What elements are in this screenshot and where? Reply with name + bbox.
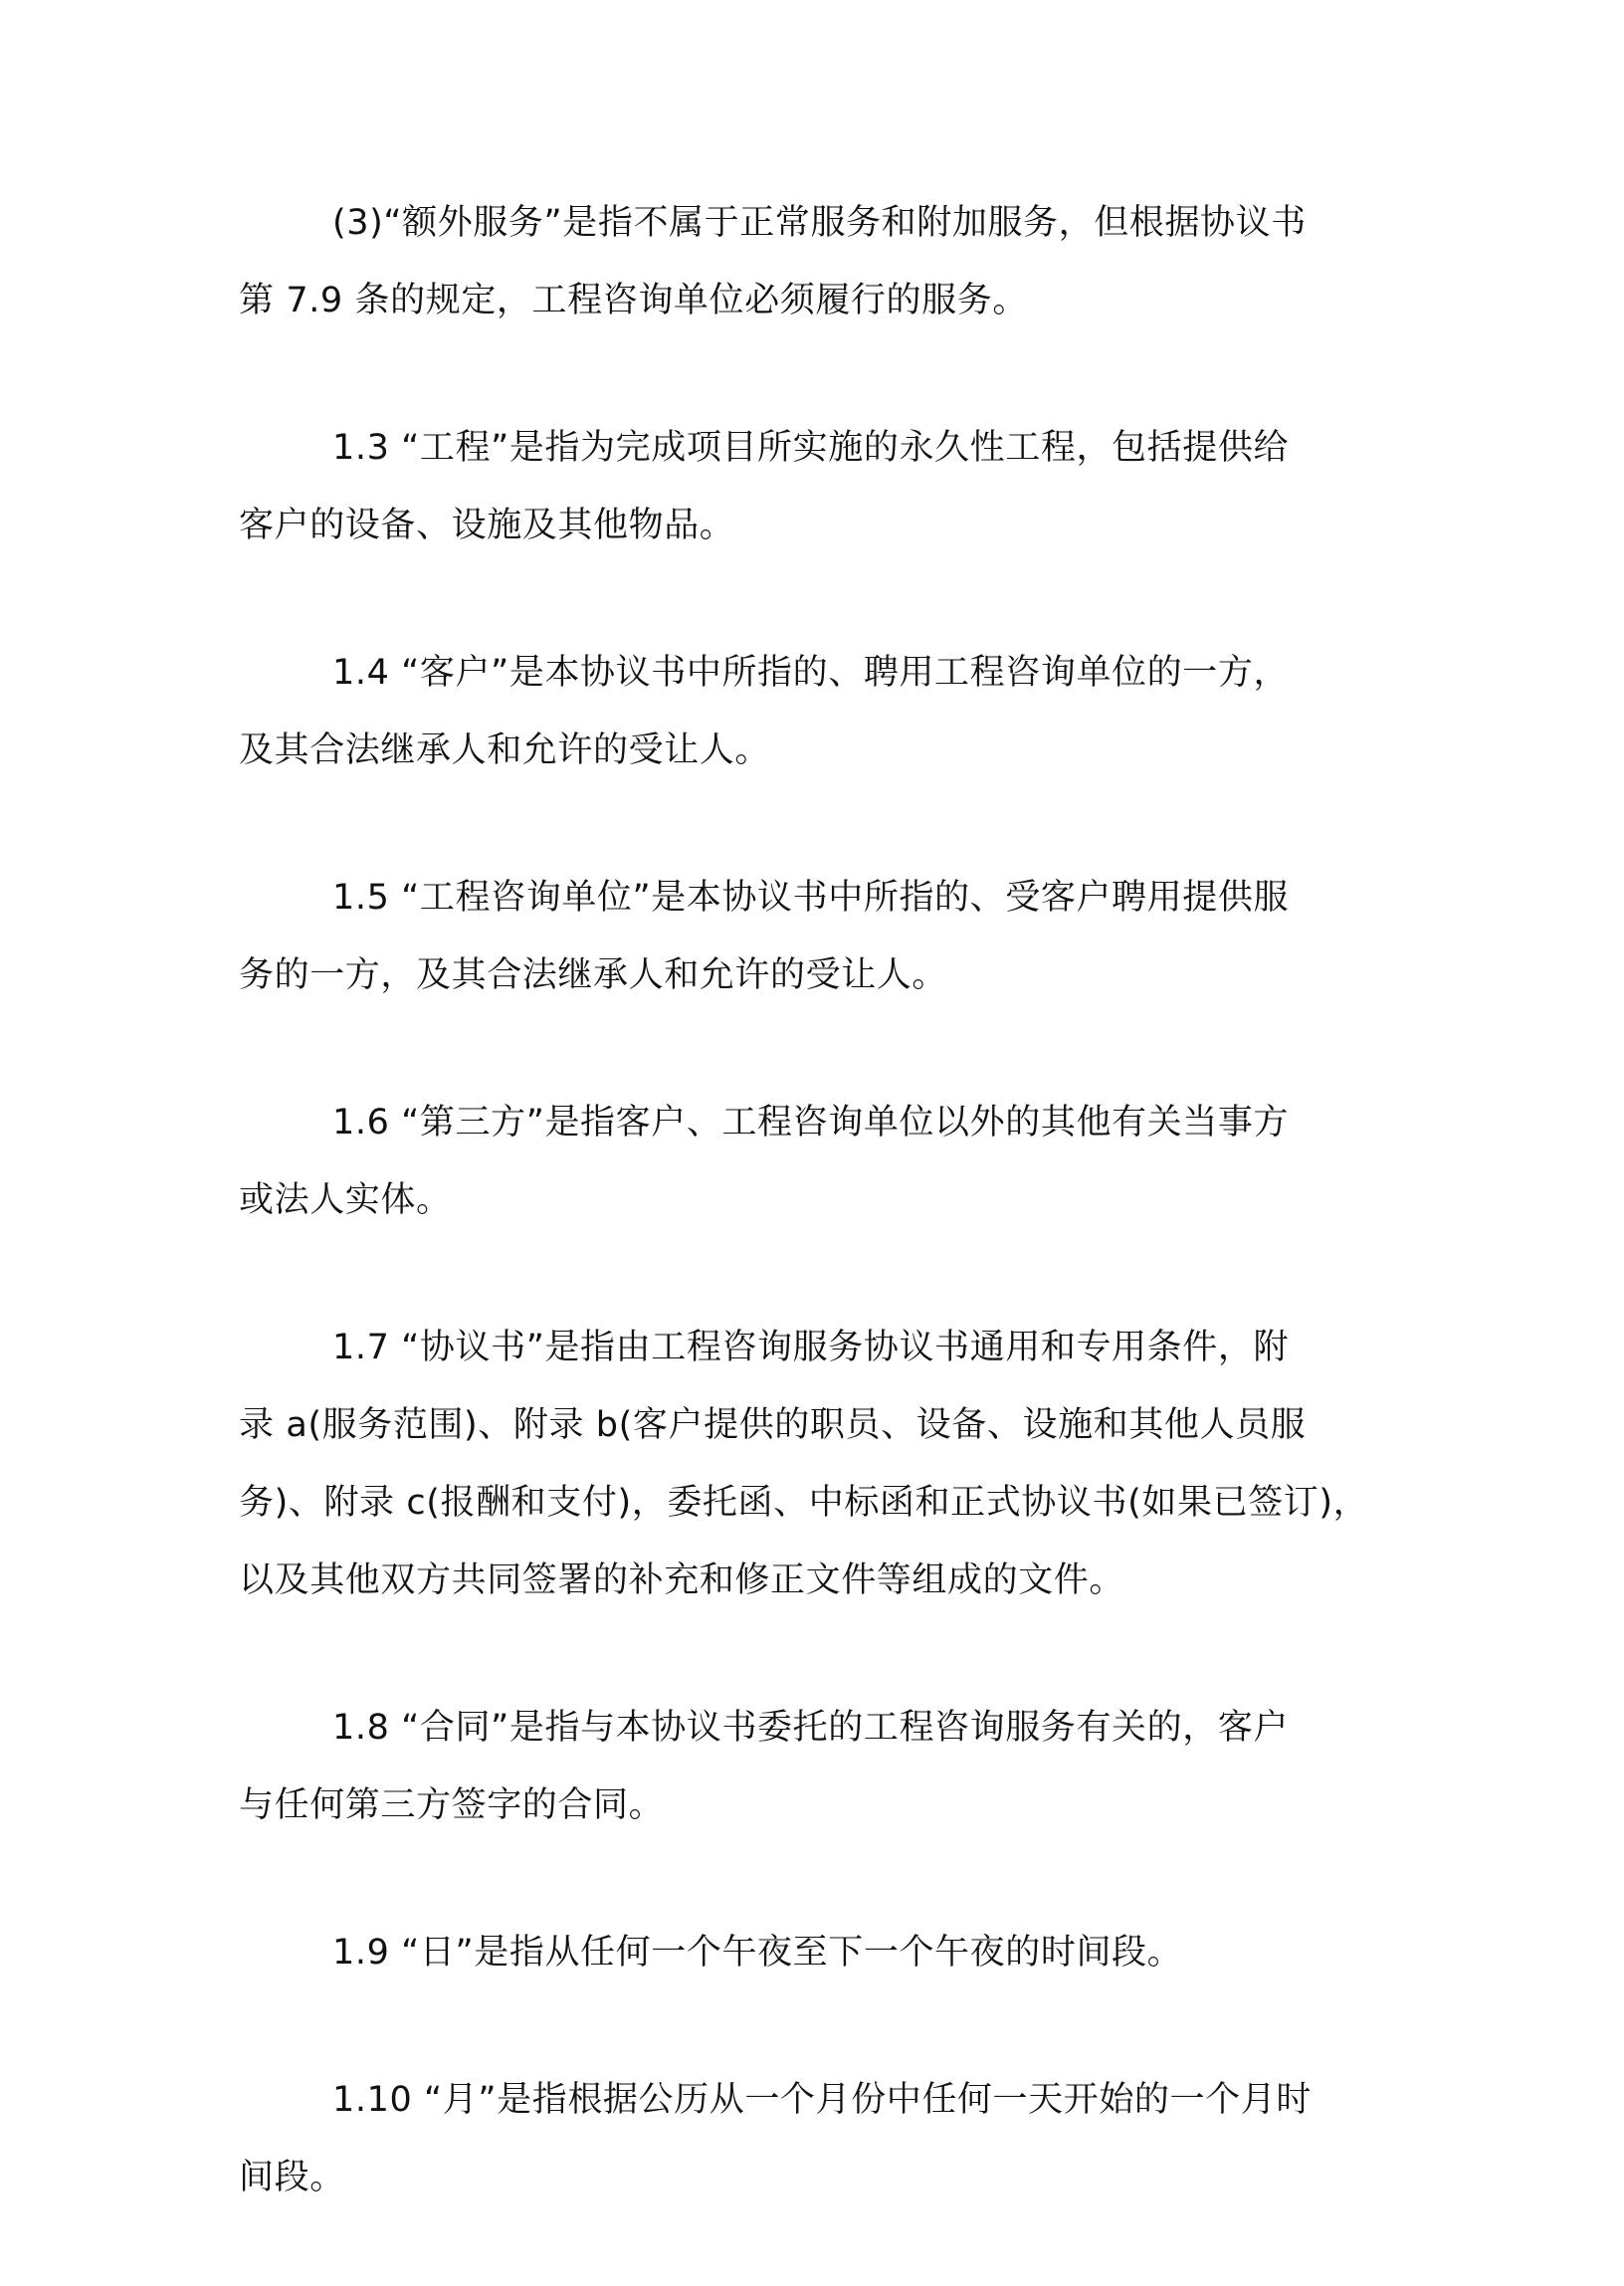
paragraph-line: 录 a(服务范围)、附录 b(客户提供的职员、设备、设施和其他人员服: [239, 1405, 1307, 1445]
document-body: [239, 184, 1393, 2286]
paragraph-line: 务)、附录 c(报酬和支付)，委托函、中标函和正式协议书(如果已签订)，: [239, 1483, 1369, 1523]
paragraph-line: 与任何第三方签字的合同。: [239, 1785, 665, 1825]
paragraph-1-4-client: [239, 634, 1393, 789]
paragraph-1-5-consultant: [239, 859, 1393, 1014]
paragraph-1-6-third-party: [239, 1084, 1393, 1239]
paragraph-line: 或法人实体。: [239, 1180, 452, 1220]
paragraph-line: 1.7 “协议书”是指由工程咨询服务协议书通用和专用条件，附: [332, 1328, 1290, 1367]
paragraph-line: 1.9 “日”是指从任何一个午夜至下一个午夜的时间段。: [332, 1933, 1183, 1973]
paragraph-1-8-contract: [239, 1689, 1393, 1844]
paragraph-extra-services: [239, 184, 1393, 339]
paragraph-line: 1.10 “月”是指根据公历从一个月份中任何一天开始的一个月时: [332, 2080, 1312, 2120]
paragraph-line: 间段。: [239, 2158, 345, 2197]
paragraph-1-10-month: [239, 2061, 1393, 2216]
paragraph-line: 务的一方，及其合法继承人和允许的受让人。: [239, 955, 948, 995]
paragraph-1-3-works: [239, 409, 1393, 564]
paragraph-1-7-agreement: [239, 1309, 1393, 1619]
paragraph-line: 1.4 “客户”是本协议书中所指的、聘用工程咨询单位的一方，: [332, 653, 1290, 693]
paragraph-line: 第 7.9 条的规定，工程咨询单位必须履行的服务。: [239, 281, 1028, 320]
paragraph-line: 及其合法继承人和允许的受让人。: [239, 730, 771, 770]
paragraph-1-9-day: [239, 1914, 1393, 1991]
paragraph-line: 客户的设备、设施及其他物品。: [239, 506, 735, 545]
paragraph-line: 以及其他双方共同签署的补充和修正文件等组成的文件。: [239, 1560, 1125, 1600]
paragraph-line: 1.6 “第三方”是指客户、工程咨询单位以外的其他有关当事方: [332, 1103, 1290, 1143]
paragraph-line: (3)“额外服务”是指不属于正常服务和附加服务，但根据协议书: [332, 203, 1307, 243]
paragraph-line: 1.5 “工程咨询单位”是本协议书中所指的、受客户聘用提供服: [332, 878, 1290, 918]
paragraph-line: 1.3 “工程”是指为完成项目所实施的永久性工程，包括提供给: [332, 428, 1290, 468]
paragraph-line: 1.8 “合同”是指与本协议书委托的工程咨询服务有关的，客户: [332, 1708, 1290, 1748]
